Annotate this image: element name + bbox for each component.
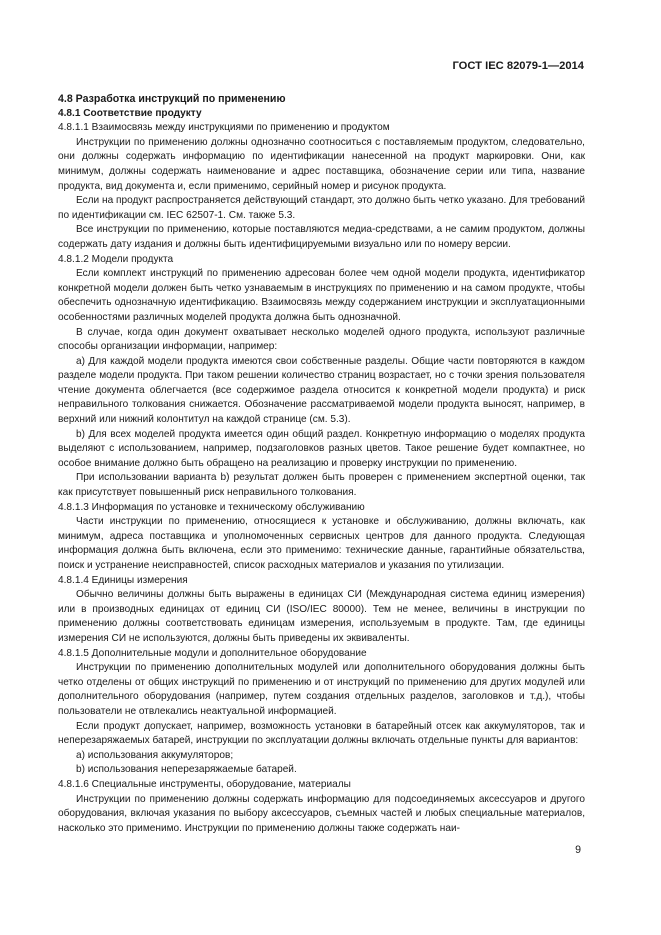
paragraph: В случае, когда один документ охватывает несколько моделей одного продукта, используют различные способы организации информации, например: bbox=[58, 326, 585, 353]
list-item: b) использования неперезаряжаемые батарей. bbox=[76, 764, 297, 776]
list-item: a) Для каждой модели продукта имеются свои собственные разделы. Общие части повторяются в каждом разделе модели продукта. При таком решении количество страниц возрастает, но с точки зрения пользователя чтение документа облегчается (все содержимое раздела относится к конкретной модели продукта) и риск неправильного толкования снижается. Обозначение рассматриваемой модели продукта выносят, например, в верхний или нижний колонтитул на каждой странице (см. 5.3). bbox=[58, 355, 585, 426]
paragraph: Если на продукт распространяется действующий стандарт, это должно быть четко указано. Для требований по идентификации см. IEC 62507-1. См. также 5.3. bbox=[58, 195, 585, 221]
paragraph: Инструкции по применению должны содержать информацию для подсоединяемых аксессуаров и другого оборудования, включая указания по выбору аксессуаров, съемных частей и любых специальные материалов, насколько это применимо. Инструкции по применению должны также содержать наи- bbox=[58, 793, 585, 834]
page-number: 9 bbox=[575, 844, 581, 856]
clause-heading: 4.8.1.5 Дополнительные модули и дополнительное оборудование bbox=[58, 647, 367, 659]
paragraph: Части инструкции по применению, относящиеся к установке и обслуживанию, должны включать, как минимум, адреса поставщика и уполномоченных сервисных центров для данного продукта. Следующая информация должна быть включена, если это применимо: технические данные, гарантийные обязательства, поиск и устранение неисправностей, список расходных материалов и указания по утилизации. bbox=[58, 516, 585, 571]
clause-heading: 4.8.1.4 Единицы измерения bbox=[58, 574, 188, 586]
clause-heading: 4.8.1.2 Модели продукта bbox=[58, 253, 174, 265]
clause-heading: 4.8.1.3 Информация по установке и техническому обслуживанию bbox=[58, 501, 365, 513]
paragraph: Обычно величины должны быть выражены в единицах СИ (Международная система единиц измерения) или в производных единицах от единиц СИ (ISO/IEC 80000). Тем не менее, величины в инструкции по применению должны соответствовать единицам измерения, используемым в продукте. Там, где единицы измерения СИ не используются, должны быть приведены их эквиваленты. bbox=[58, 589, 585, 644]
paragraph: Инструкции по применению должны однозначно соотноситься с поставляемым продуктом, следовательно, они должны содержать информацию по идентификации нанесенной на продукт маркировки. Они, как минимум, должны содержать наименование и адрес поставщика, обозначение серии или типа, название продукта, вид документа и, если применимо, серийный номер и рисунок продукта. bbox=[58, 136, 585, 192]
paragraph: Все инструкции по применению, которые поставляются медиа-средствами, а не самим продуктом, должны содержать дату издания и должны быть идентифицируемыми визуально или по номеру версии. bbox=[58, 224, 585, 250]
document-body bbox=[58, 92, 585, 836]
paragraph: Если продукт допускает, например, возможность установки в батарейный отсек как аккумуляторов, так и неперезаряжаемых батарей, инструкции по эксплуатации должны включать отдельные пункты для вариантов: bbox=[58, 720, 585, 747]
list-item: b) Для всех моделей продукта имеется один общий раздел. Конкретную информацию о моделях продукта выделяют с использованием, например, подзаголовков разных цветов. Такое решение будет компактнее, но особое внимание должно быть обращено на реализацию и проверку инструкции по применению. bbox=[58, 428, 585, 469]
clause-heading: 4.8.1.6 Специальные инструменты, оборудование, материалы bbox=[58, 778, 351, 790]
clause-heading: 4.8.1.1 Взаимосвязь между инструкциями по применению и продуктом bbox=[58, 122, 390, 134]
paragraph: При использовании варианта b) результат должен быть проверен с применением экспертной оценки, так как присутствует повышенный риск неправильного толкования. bbox=[58, 472, 585, 499]
paragraph-list bbox=[58, 121, 585, 836]
paragraph: Инструкции по применению дополнительных модулей или дополнительного оборудования должны быть четко отделены от общих инструкций по применению и от инструкций по применению для других модулей или дополнительного оборудования (например, путем создания отдельных разделов, заголовков и т.д.), чтобы пользователи не отвлекались неактуальной информацией. bbox=[58, 662, 585, 717]
paragraph: Если комплект инструкций по применению адресован более чем одной модели продукта, идентификатор конкретной модели должен быть четко узнаваемым в инструкциях по применению и на самом продукте, чтобы обеспечить однозначную идентификацию. Взаимосвязь между содержанием инструкции и эксплуатационными особенностями различных моделей продукта должна быть однозначной. bbox=[58, 268, 585, 323]
subsection-heading: 4.8.1 Соответствие продукту bbox=[58, 107, 202, 119]
list-item: a) использования аккумуляторов; bbox=[76, 749, 234, 761]
section-heading: 4.8 Разработка инструкций по применению bbox=[58, 93, 286, 105]
document-id-header: ГОСТ IEC 82079-1—2014 bbox=[452, 60, 584, 72]
